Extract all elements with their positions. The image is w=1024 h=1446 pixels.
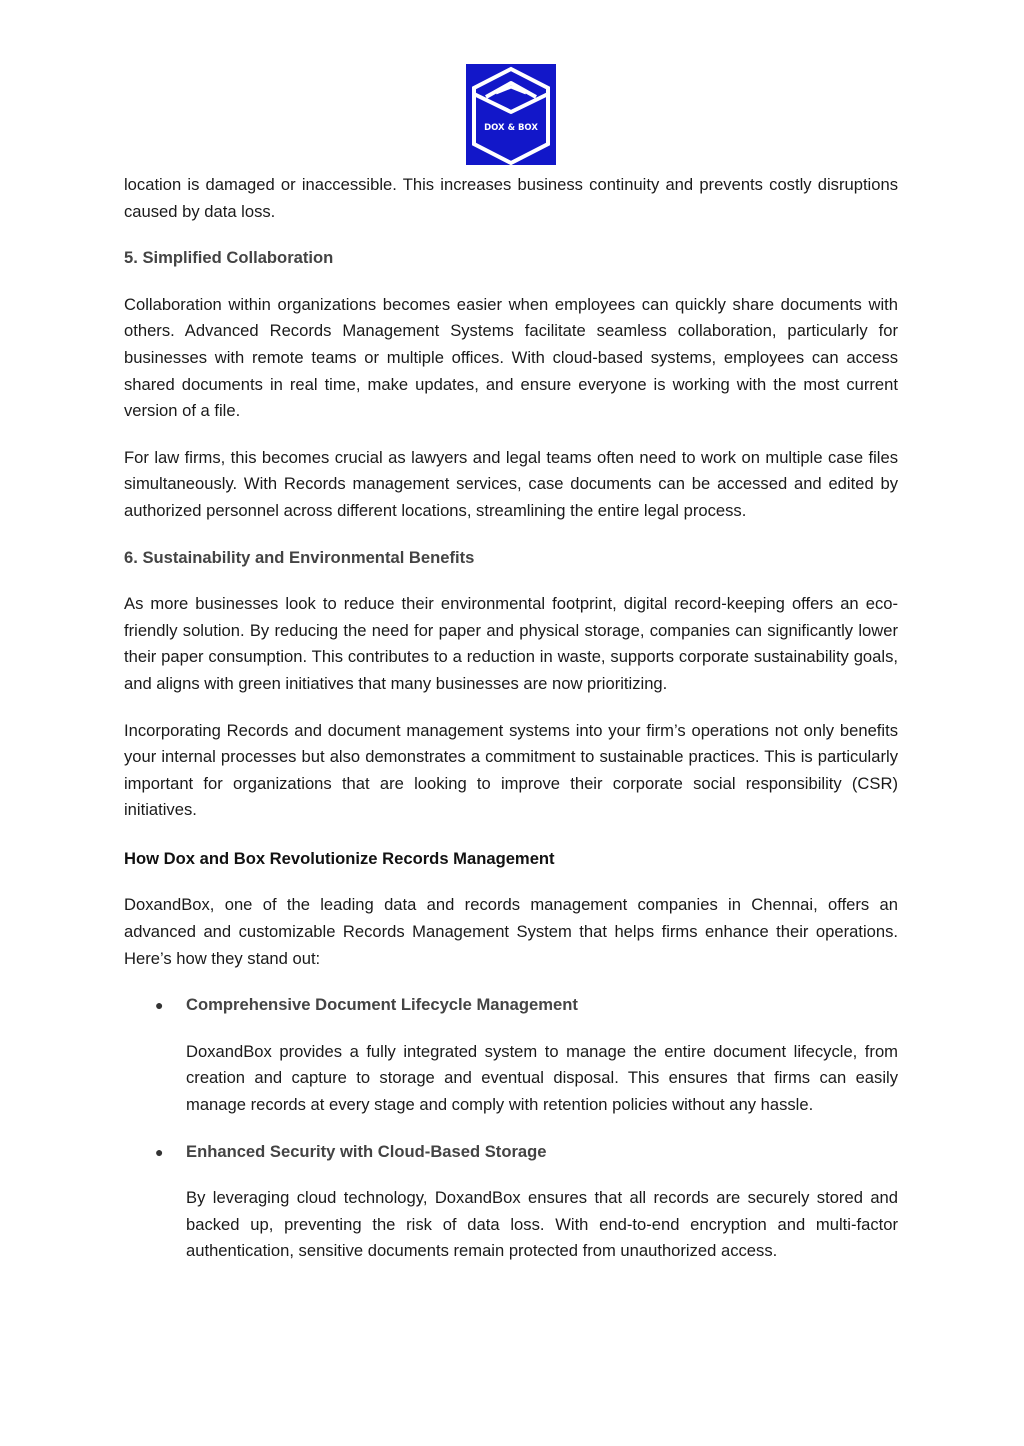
logo-text: DOX & BOX [484, 123, 538, 133]
section-6-paragraph-2: Incorporating Records and document management systems into your firm’s operations not only benefits your internal processes but also demonstrates a commitment to sustainable practices. This is particularly important for organizations that are looking to improve their corporate social responsibility (CSR) initiatives. [124, 720, 898, 820]
feature-body: By leveraging cloud technology, DoxandBox ensures that all records are securely stored and backed up, preventing the risk of data loss. With end-to-end encryption and multi-factor authentication, sensitive documents remain protected from unauthorized access. [186, 1188, 898, 1261]
section-6-paragraph-1: As more businesses look to reduce their environmental footprint, digital record-keeping offers an eco-friendly solution. By reducing the need for paper and physical storage, companies can significantly lower their paper consumption. This contributes to a reduction in waste, supports corporate sustainability goals, and aligns with green initiatives that many businesses are now prioritizing. [124, 594, 898, 693]
doxbox-logo [466, 64, 556, 165]
bullet-icon: ● [155, 997, 164, 1014]
feature-body: DoxandBox provides a fully integrated system to manage the entire document lifecycle, from creation and capture to storage and eventual disposal. This ensures that firms can easily manage records at every stage and comply with retention policies without any hassle. [186, 1041, 898, 1115]
section-5-paragraph-1: Collaboration within organizations becomes easier when employees can quickly share documents with others. Advanced Records Management Systems facilitate seamless collaboration, particularly for businesses with remote teams or multiple offices. With cloud-based systems, employees can access shared documents in real time, make updates, and ensure everyone is working with the most current version of a file. [124, 294, 898, 421]
list-item [124, 992, 898, 1019]
list-item-body [124, 1185, 898, 1265]
doxbox-intro-paragraph: DoxandBox, one of the leading data and records management companies in Chennai, offers an advanced and customizable Records Management System that helps firms enhance their operations. Here’s how they stand out: [124, 895, 898, 968]
list-item-body [124, 1039, 898, 1119]
continuation-paragraph: location is damaged or inaccessible. This increases business continuity and prevents costly disruptions caused by data loss. [124, 175, 898, 221]
section-5-paragraph-2: For law firms, this becomes crucial as lawyers and legal teams often need to work on multiple case files simultaneously. With Records management services, case documents can be accessed and edited by authorized personnel across different locations, streamlining the entire legal process. [124, 447, 898, 520]
section-6-heading: 6. Sustainability and Environmental Benefits [124, 547, 475, 567]
document-body [124, 172, 898, 1265]
bullet-icon: ● [155, 1143, 164, 1160]
box-logo-icon [466, 64, 556, 165]
feature-title: Comprehensive Document Lifecycle Management [186, 995, 578, 1015]
feature-list [124, 992, 898, 1265]
section-5-heading: 5. Simplified Collaboration [124, 248, 334, 268]
feature-title: Enhanced Security with Cloud-Based Storage [186, 1141, 547, 1161]
doxbox-heading: How Dox and Box Revolutionize Records Management [124, 848, 555, 868]
list-item [124, 1139, 898, 1166]
